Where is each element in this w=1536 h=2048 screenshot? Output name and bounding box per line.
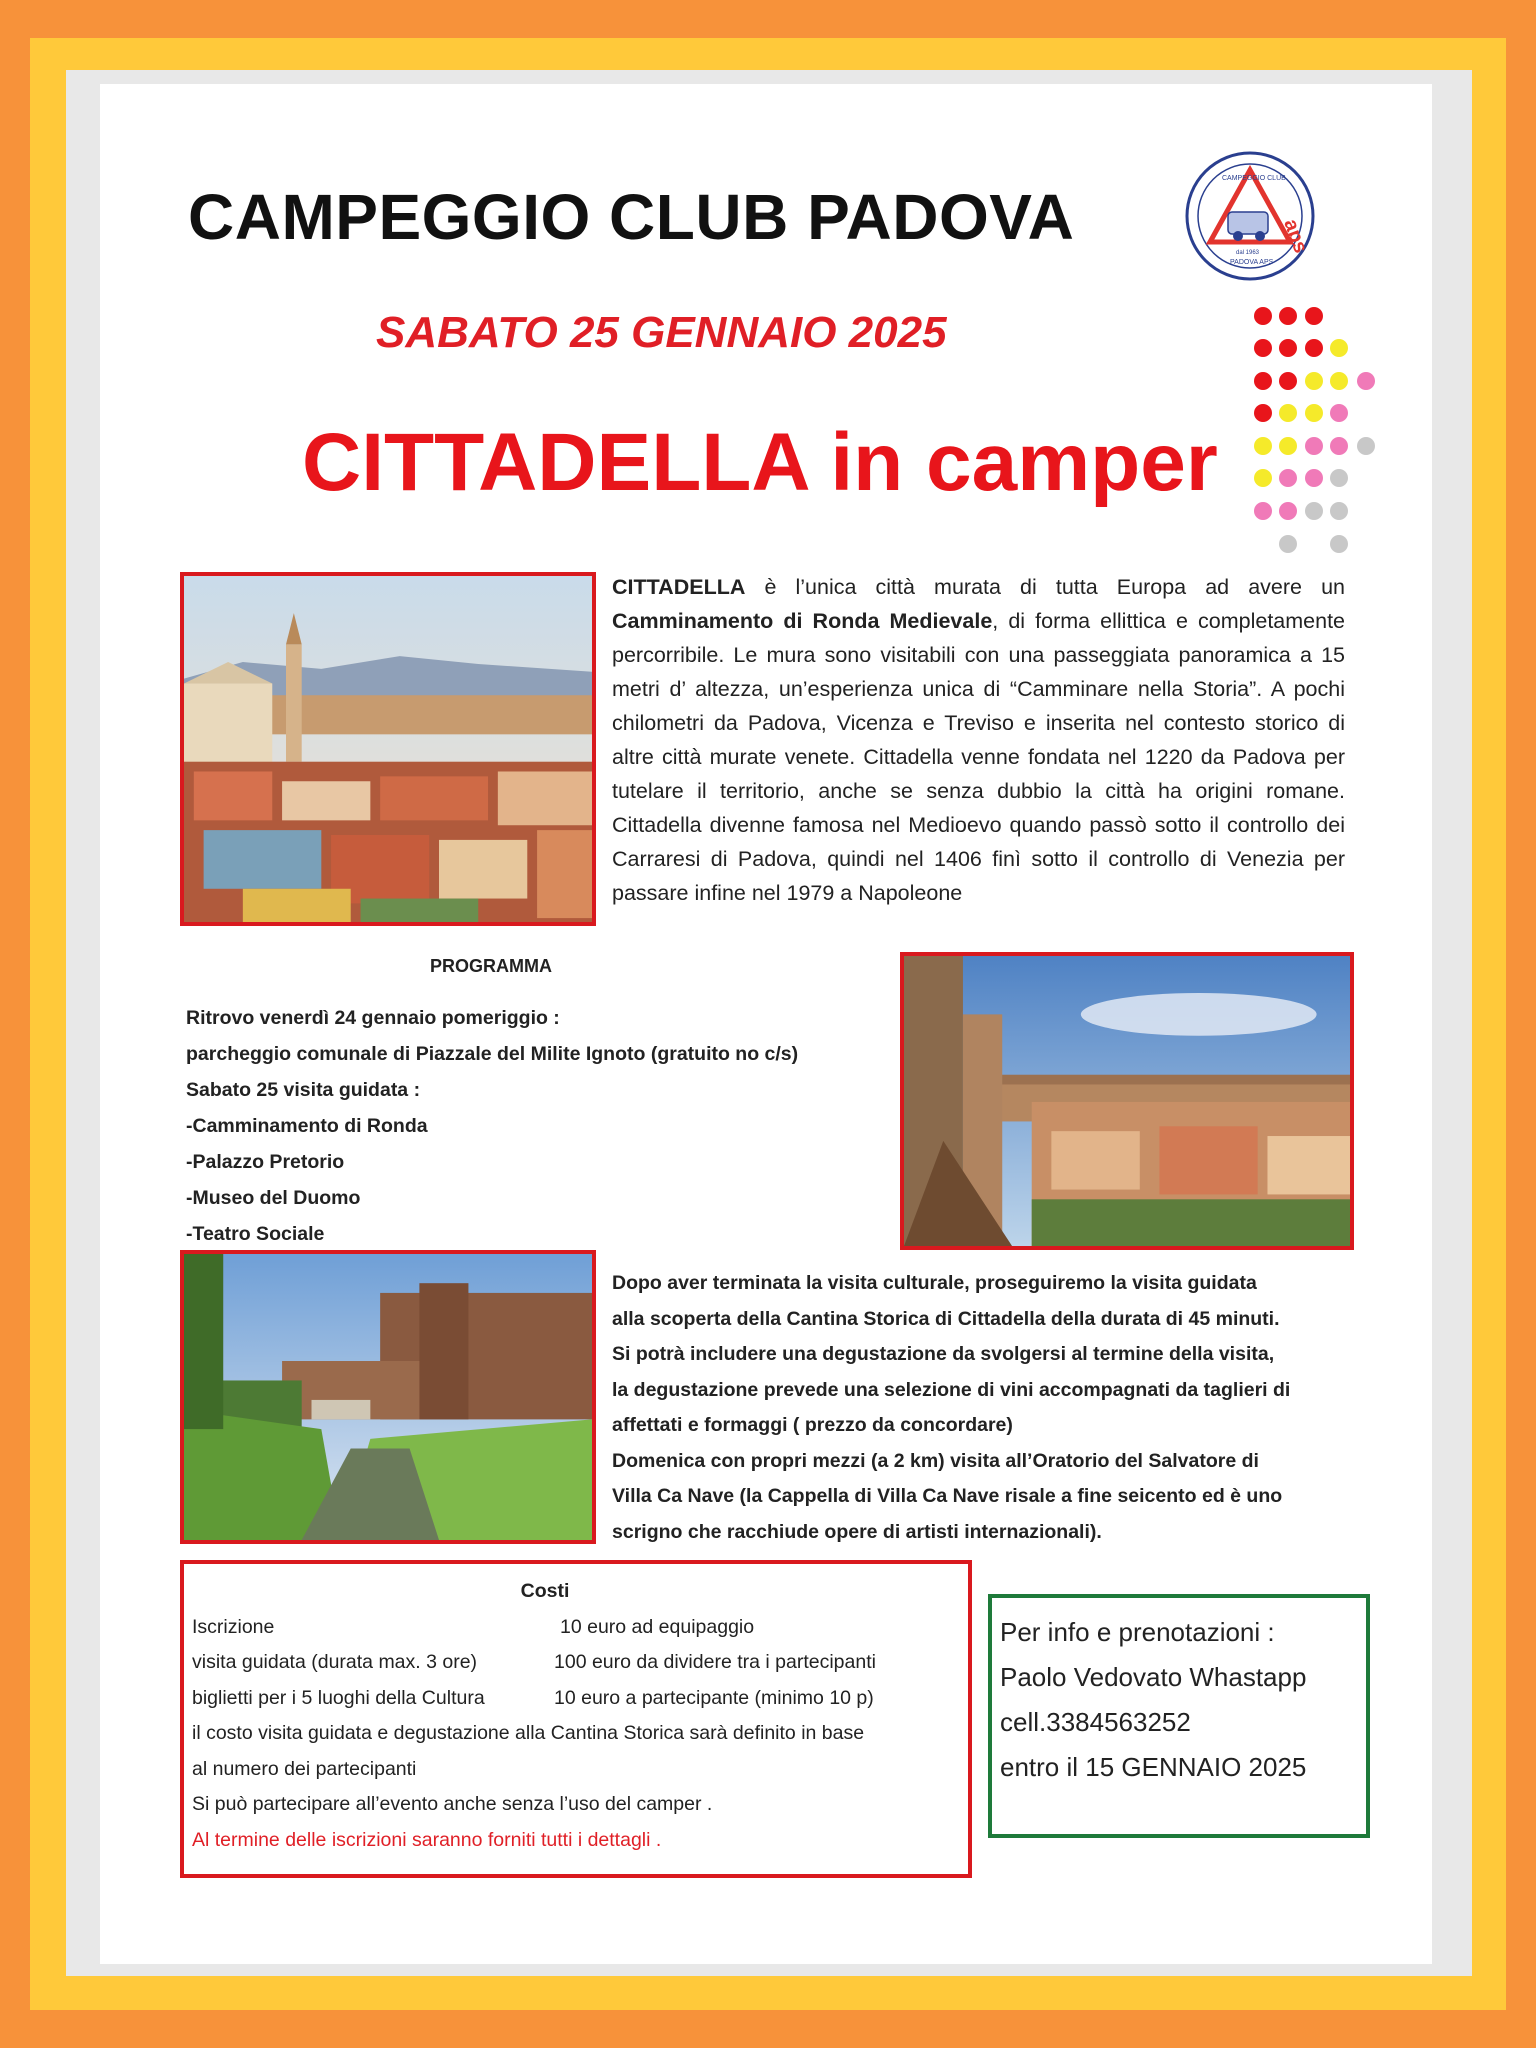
logo-year-text: dal 1963	[1236, 250, 1260, 256]
programma-line: parcheggio comunale di Piazzale del Milite Ignoto (gratuito no c/s)	[186, 1043, 799, 1065]
club-logo-icon	[1184, 150, 1316, 282]
cost-note: il costo visita guidata e degustazione alla Cantina Storica sarà definito in base	[192, 1722, 865, 1744]
continuation-line: Villa Ca Nave (la Cappella di Villa Ca Nave risale a fine seicento ed è uno	[612, 1485, 1283, 1507]
programma-line: -Teatro Sociale	[186, 1223, 325, 1245]
event-title: CITTADELLA in camper	[302, 417, 1218, 508]
info-line: cell.3384563252	[1000, 1707, 1191, 1737]
logo-side-text: aps	[1279, 216, 1312, 257]
continuation-paragraph	[612, 1266, 1372, 1550]
programma-line: Sabato 25 visita guidata :	[186, 1079, 421, 1101]
continuation-line: la degustazione prevede una selezione di vini accompagnati da taglieri di	[612, 1378, 1291, 1401]
intro-part2: , di forma ellittica e completamente percorribile. Le mura sono visitabili con una passeggiata panoramica a 15 metri d’ altezza, un’esperienza unica di “Camminare nella Storia”. A pochi chilometri da Padova, Vicenza e Treviso e inserita nel contesto storico di altre città murate venete. Cittadella venne fondata nel 1220 da Padova per tutelare il territorio, anche se senza dubbio la città ha origini romane. Cittadella divenne famosa nel Medioevo quando passò sotto il controllo dei Carraresi di Padova, quindi nel 1406 finì sotto il controllo di Venezia per passare infine nel 1979 a Napoleone	[612, 609, 1345, 905]
flyer-page	[100, 84, 1432, 1964]
programma-line: -Museo del Duomo	[186, 1187, 361, 1209]
intro-lead: CITTADELLA	[612, 575, 746, 599]
continuation-line: Dopo aver terminata la visita culturale, proseguiremo la visita guidata	[612, 1272, 1257, 1294]
intro-bold2: Camminamento di Ronda Medievale	[612, 609, 993, 633]
programma-line: -Palazzo Pretorio	[186, 1151, 345, 1173]
cost-value: 100 euro da dividere tra i partecipanti	[554, 1651, 876, 1673]
costs-box	[180, 1560, 972, 1878]
cost-label: visita guidata (durata max. 3 ore)	[192, 1651, 478, 1673]
programma-line: Ritrovo venerdì 24 gennaio pomeriggio :	[186, 1007, 560, 1029]
continuation-line: Si potrà includere una degustazione da svolgersi al termine della visita,	[612, 1343, 1275, 1365]
continuation-line: alla scoperta della Cantina Storica di Cittadella della durata di 45 minuti.	[612, 1307, 1280, 1330]
cost-value: 10 euro ad equipaggio	[560, 1615, 755, 1638]
event-date: SABATO 25 GENNAIO 2025	[376, 308, 947, 357]
costs-title: Costi	[520, 1580, 570, 1602]
photo-walls-walkway	[900, 952, 1354, 1250]
cost-label: biglietti per i 5 luoghi della Cultura	[192, 1686, 485, 1709]
info-box	[988, 1594, 1370, 1838]
intro-paragraph	[612, 570, 1345, 910]
programma-heading: PROGRAMMA	[430, 956, 552, 976]
logo-bottom-text: PADOVA APS	[1230, 259, 1274, 266]
cost-row	[192, 1610, 968, 1646]
info-line: Per info e prenotazioni :	[1000, 1617, 1275, 1647]
programma-list	[186, 1000, 798, 1252]
programma-line: -Camminamento di Ronda	[186, 1115, 428, 1137]
cost-row	[192, 1681, 968, 1717]
cost-note: Si può partecipare all’evento anche senza l’uso del camper .	[192, 1793, 713, 1815]
cost-label: Iscrizione	[192, 1615, 275, 1638]
decorative-dots-icon	[1248, 306, 1388, 556]
cost-row	[192, 1645, 968, 1681]
cost-note: al numero dei partecipanti	[192, 1757, 417, 1780]
continuation-line: affettati e formaggi ( prezzo da concordare)	[612, 1414, 1013, 1436]
cost-final-note: Al termine delle iscrizioni saranno forniti tutti i dettagli .	[192, 1828, 662, 1851]
continuation-line: Domenica con propri mezzi (a 2 km) visita all’Oratorio del Salvatore di	[612, 1449, 1259, 1472]
logo-top-text: CAMPEGGIO CLUB	[1222, 175, 1286, 182]
photo-cittadella-skyline	[180, 572, 596, 926]
photo-moat-walls	[180, 1250, 596, 1544]
info-line: entro il 15 GENNAIO 2025	[1000, 1752, 1307, 1782]
cost-value: 10 euro a partecipante (minimo 10 p)	[554, 1686, 874, 1709]
continuation-line: scrigno che racchiude opere di artisti internazionali).	[612, 1520, 1102, 1543]
intro-part1: è l’unica città murata di tutta Europa ad avere un	[745, 575, 1345, 599]
info-line: Paolo Vedovato Whastapp	[1000, 1662, 1307, 1692]
club-title: CAMPEGGIO CLUB PADOVA	[188, 181, 1075, 253]
